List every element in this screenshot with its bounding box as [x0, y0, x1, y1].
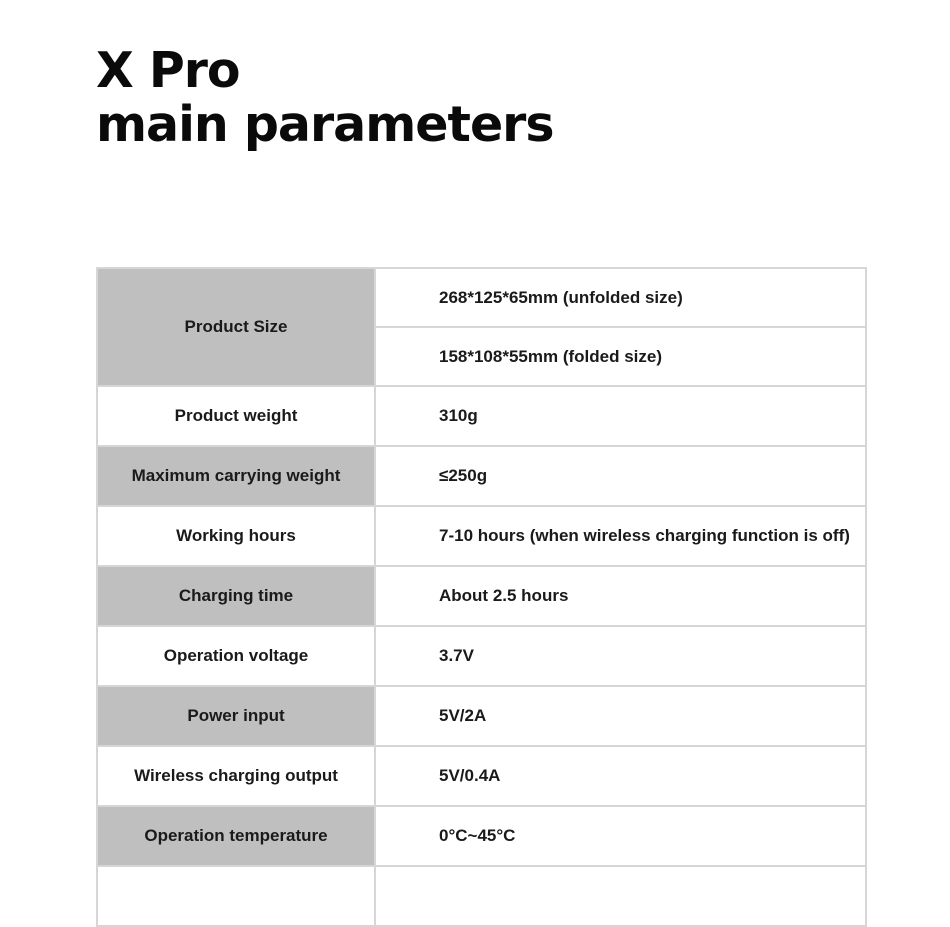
table-row	[97, 566, 866, 626]
title-line-1: X Pro	[96, 42, 240, 99]
spec-label-charging-time: Charging time	[97, 566, 375, 626]
title-line-2: main parameters	[96, 96, 554, 153]
table-row	[97, 686, 866, 746]
spec-value-working-hours: 7-10 hours (when wireless charging function is off)	[375, 506, 866, 566]
spec-label-wireless-charging-output: Wireless charging output	[97, 746, 375, 806]
spec-value-power-input: 5V/2A	[375, 686, 866, 746]
table-row	[97, 386, 866, 446]
table-row	[97, 626, 866, 686]
spec-label-operation-voltage: Operation voltage	[97, 626, 375, 686]
table-row	[97, 746, 866, 806]
spec-label-product-weight: Product weight	[97, 386, 375, 446]
spec-label-max-carrying-weight: Maximum carrying weight	[97, 446, 375, 506]
spec-label-power-input: Power input	[97, 686, 375, 746]
table-row	[97, 806, 866, 866]
page-title	[96, 44, 554, 152]
spec-value-charging-time: About 2.5 hours	[375, 566, 866, 626]
spec-label-next	[97, 866, 375, 926]
table-row	[97, 268, 866, 327]
spec-value-unfolded-size: 268*125*65mm (unfolded size)	[375, 268, 866, 327]
spec-value-next	[375, 866, 866, 926]
spec-table	[96, 267, 867, 927]
table-row	[97, 866, 866, 926]
spec-value-folded-size: 158*108*55mm (folded size)	[375, 327, 866, 386]
spec-label-operation-temperature: Operation temperature	[97, 806, 375, 866]
spec-value-operation-temperature: 0°C~45°C	[375, 806, 866, 866]
spec-label-working-hours: Working hours	[97, 506, 375, 566]
spec-label-product-size: Product Size	[97, 268, 375, 386]
spec-value-operation-voltage: 3.7V	[375, 626, 866, 686]
table-row	[97, 446, 866, 506]
table-row	[97, 506, 866, 566]
spec-value-max-carrying-weight: ≤250g	[375, 446, 866, 506]
spec-value-wireless-charging-output: 5V/0.4A	[375, 746, 866, 806]
spec-value-product-weight: 310g	[375, 386, 866, 446]
